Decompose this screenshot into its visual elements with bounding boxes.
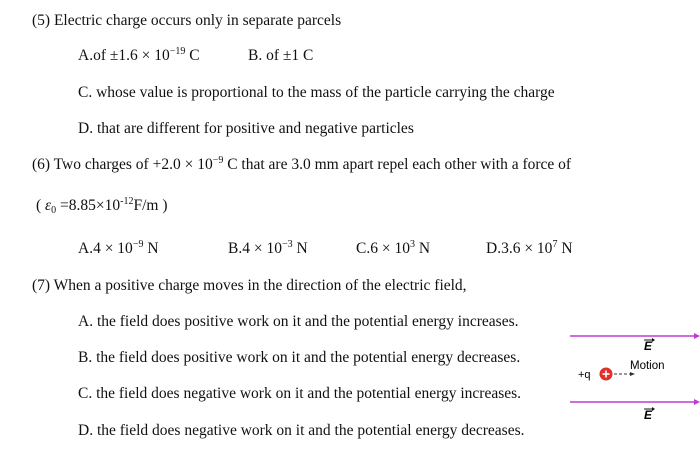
vector-arrowhead-top-icon [652, 338, 655, 342]
q6-stem [32, 157, 571, 173]
q7-option-c[interactable]: C. the field does negative work on it and the potential energy increases. [78, 385, 522, 402]
field-arrowhead-top [694, 333, 700, 339]
q6-option-a[interactable] [78, 241, 159, 257]
charge-label: +q [578, 369, 591, 381]
epsilon-subscript: 0 [51, 205, 57, 216]
q7-option-d[interactable]: D. the field does negative work on it and the potential energy decreases. [78, 422, 525, 439]
q7-option-a[interactable]: A. the field does positive work on it and the potential energy increases. [78, 313, 519, 330]
q6-stem-text: (6) Two charges of +2.0 × 10 [32, 156, 213, 173]
field-arrowhead-bottom [694, 399, 700, 405]
epsilon-symbol: ε [45, 197, 52, 214]
q5-a-exponent: −19 [169, 46, 186, 57]
q6-d-unit: N [557, 240, 573, 257]
q6-const-open: ( [36, 197, 46, 214]
q5-option-c[interactable]: C. whose value is proportional to the mass of the particle carrying the charge [78, 84, 555, 101]
q6-d-text: D.3.6 × 10 [486, 240, 553, 257]
q6-a-exponent: −9 [132, 239, 144, 250]
motion-label: Motion [630, 360, 665, 372]
q6-stem-exponent: −9 [212, 155, 224, 166]
q6-const-unit: F/m ) [133, 197, 168, 214]
q7-stem: (7) When a positive charge moves in the direction of the electric field, [32, 277, 467, 294]
q6-b-exponent: −3 [281, 239, 293, 250]
field-label-bottom: E [644, 408, 653, 422]
q5-a-unit: C [185, 47, 200, 64]
motion-arrowhead-icon [630, 372, 635, 376]
q6-a-text: A.4 × 10 [78, 240, 133, 257]
electric-field-diagram [566, 330, 700, 430]
q6-d-exponent: 7 [552, 239, 558, 250]
q5-option-a[interactable] [78, 48, 200, 64]
q6-b-text: B.4 × 10 [228, 240, 282, 257]
q6-permittivity-constant [36, 198, 168, 214]
q6-stem-rest: C that are 3.0 mm apart repel each other with a force of [223, 156, 572, 173]
q6-const-exponent: -12 [120, 196, 134, 207]
q6-c-unit: N [414, 240, 431, 257]
q6-c-text: C.6 × 10 [356, 240, 410, 257]
q6-option-c[interactable] [356, 241, 430, 257]
q6-a-unit: N [143, 240, 159, 257]
q6-c-exponent: 3 [409, 239, 415, 250]
q6-option-d[interactable] [486, 241, 573, 257]
q5-a-text: A.of ±1.6 × 10 [78, 47, 170, 64]
field-label-top: E [644, 339, 653, 353]
q7-option-b[interactable]: B. the field does positive work on it and the potential energy decreases. [78, 349, 521, 366]
q6-option-b[interactable] [228, 241, 308, 257]
q5-stem: (5) Electric charge occurs only in separate parcels [32, 12, 342, 29]
vector-arrowhead-bottom-icon [652, 407, 655, 411]
q5-option-d[interactable]: D. that are different for positive and negative particles [78, 120, 414, 137]
q5-option-b[interactable]: B. of ±1 C [248, 47, 314, 64]
q6-const-value: =8.85×10 [56, 197, 121, 214]
q6-b-unit: N [292, 240, 308, 257]
